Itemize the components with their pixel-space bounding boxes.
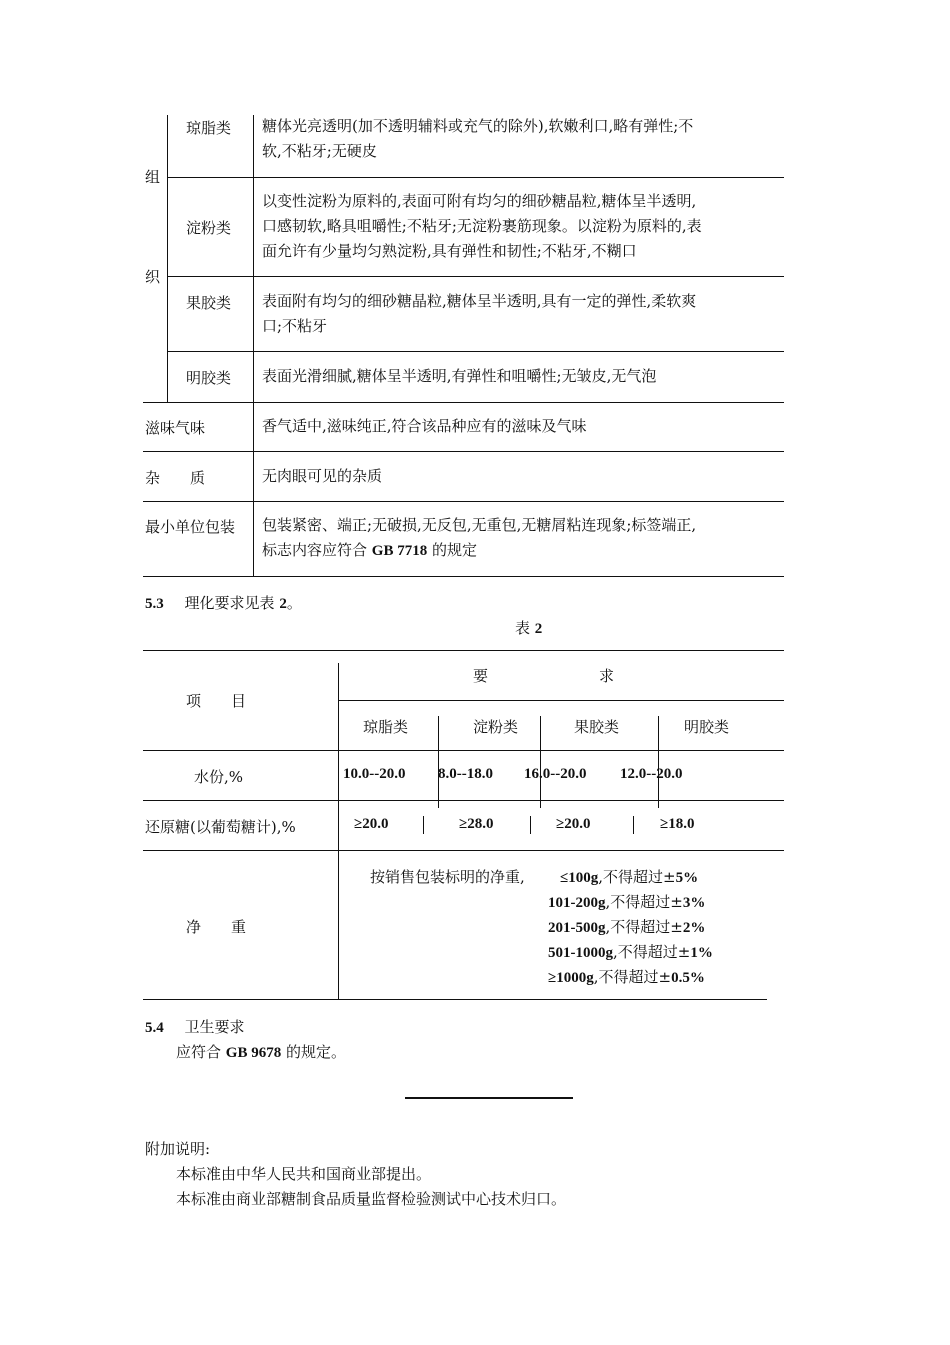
header-separator <box>338 700 784 701</box>
table-2-caption: 表 2 <box>515 619 543 637</box>
row-label: 滋味气味 <box>145 419 206 437</box>
cell-value: 12.0--20.0 <box>620 766 683 782</box>
section-body: 应符合 GB 9678 的规定。 <box>176 1043 346 1061</box>
row-separator <box>143 402 784 403</box>
table-top-border <box>143 650 784 651</box>
subheader: 果胶类 <box>574 718 620 736</box>
cell-value: ≥18.0 <box>660 816 695 832</box>
row-label: 净 重 <box>186 918 247 936</box>
row-text: 无肉眼可见的杂质 <box>262 467 383 485</box>
cell-value: ≥20.0 <box>354 816 389 832</box>
section-5-3: 5.3 理化要求见表 2。 <box>145 594 302 612</box>
column-divider-line <box>658 716 659 808</box>
appendix-line: 本标准由商业部糖制食品质量监督检验测试中心技术归口。 <box>176 1190 567 1208</box>
subheader: 琼脂类 <box>363 718 409 736</box>
column-divider-line <box>338 663 339 999</box>
header-requirement: 要 <box>473 667 489 685</box>
row-text: 面允许有少量均匀熟淀粉,具有弹性和韧性;不粘牙,不糊口 <box>262 242 637 260</box>
row-label: 最小单位包装 <box>145 518 236 536</box>
row-text: 包装紧密、端正;无破损,无反包,无重包,无糖屑粘连现象;标签端正, <box>262 516 697 534</box>
row-label: 果胶类 <box>186 294 232 312</box>
header-item: 项 目 <box>186 692 247 710</box>
row-text: 表面光滑细腻,糖体呈半透明,有弹性和咀嚼性;无皱皮,无气泡 <box>262 367 657 385</box>
section-title: 卫生要求 <box>184 1018 245 1036</box>
row-separator <box>167 276 784 277</box>
column-divider-line <box>530 816 531 834</box>
subheader: 淀粉类 <box>473 718 519 736</box>
section-number: 5.4 <box>145 1020 164 1036</box>
net-weight-line: 201-500g,不得超过±2% <box>548 918 706 936</box>
group-label: 组 <box>145 168 161 186</box>
row-text: 口;不粘牙 <box>262 317 328 335</box>
row-separator <box>143 850 784 851</box>
row-text: 香气适中,滋味纯正,符合该品种应有的滋味及气味 <box>262 417 587 435</box>
header-requirement: 求 <box>599 667 615 685</box>
subheader: 明胶类 <box>684 718 730 736</box>
end-rule <box>405 1097 573 1099</box>
cell-value: 8.0--18.0 <box>438 766 493 782</box>
section-5-4 <box>145 1016 245 1037</box>
row-separator <box>143 750 784 751</box>
column-divider-line <box>438 716 439 808</box>
row-text: 软,不粘牙;无硬皮 <box>262 142 377 160</box>
column-divider-line <box>423 816 424 834</box>
net-weight-line: ≥1000g,不得超过±0.5% <box>548 968 705 986</box>
row-label: 杂 质 <box>145 469 206 487</box>
cell-value: 16.0--20.0 <box>524 766 587 782</box>
row-separator <box>143 800 784 801</box>
net-weight-line: 501-1000g,不得超过±1% <box>548 943 713 961</box>
row-label: 水份,% <box>194 768 244 786</box>
appendix-line: 本标准由中华人民共和国商业部提出。 <box>176 1165 432 1183</box>
column-divider-line <box>540 716 541 808</box>
row-separator <box>143 501 784 502</box>
cell-value: ≥28.0 <box>459 816 494 832</box>
column-divider-line <box>633 816 634 834</box>
row-text: 以变性淀粉为原料的,表面可附有均匀的细砂糖晶粒,糖体呈半透明, <box>262 192 697 210</box>
cell-value: 10.0--20.0 <box>343 766 406 782</box>
table-bottom-border <box>143 576 784 577</box>
row-label: 琼脂类 <box>186 119 232 137</box>
row-text: 糖体光亮透明(加不透明辅料或充气的除外),软嫩利口,略有弹性;不 <box>262 117 694 135</box>
row-separator <box>167 177 784 178</box>
net-weight-line: 101-200g,不得超过±3% <box>548 893 706 911</box>
row-label: 明胶类 <box>186 369 232 387</box>
row-separator <box>143 451 784 452</box>
row-label: 淀粉类 <box>186 219 232 237</box>
row-text: 口感韧软,略具咀嚼性;不粘牙;无淀粉裹筋现象。以淀粉为原料的,表 <box>262 217 702 235</box>
cell-value: ≥20.0 <box>556 816 591 832</box>
column-divider-line <box>253 115 254 577</box>
row-label: 还原糖(以葡萄糖计),% <box>145 818 296 836</box>
group-label: 织 <box>145 268 161 286</box>
row-text: 表面附有均匀的细砂糖晶粒,糖体呈半透明,具有一定的弹性,柔软爽 <box>262 292 697 310</box>
appendix-title: 附加说明: <box>145 1140 211 1158</box>
table-bottom-border <box>143 999 767 1000</box>
row-separator <box>167 351 784 352</box>
group-divider-line <box>167 115 168 402</box>
net-weight-line: ≤100g,不得超过±5% <box>560 868 699 886</box>
section-number: 5.3 <box>145 596 164 612</box>
row-text: 标志内容应符合 GB 7718 的规定 <box>262 541 477 559</box>
net-weight-intro: 按销售包装标明的净重, <box>370 868 525 886</box>
